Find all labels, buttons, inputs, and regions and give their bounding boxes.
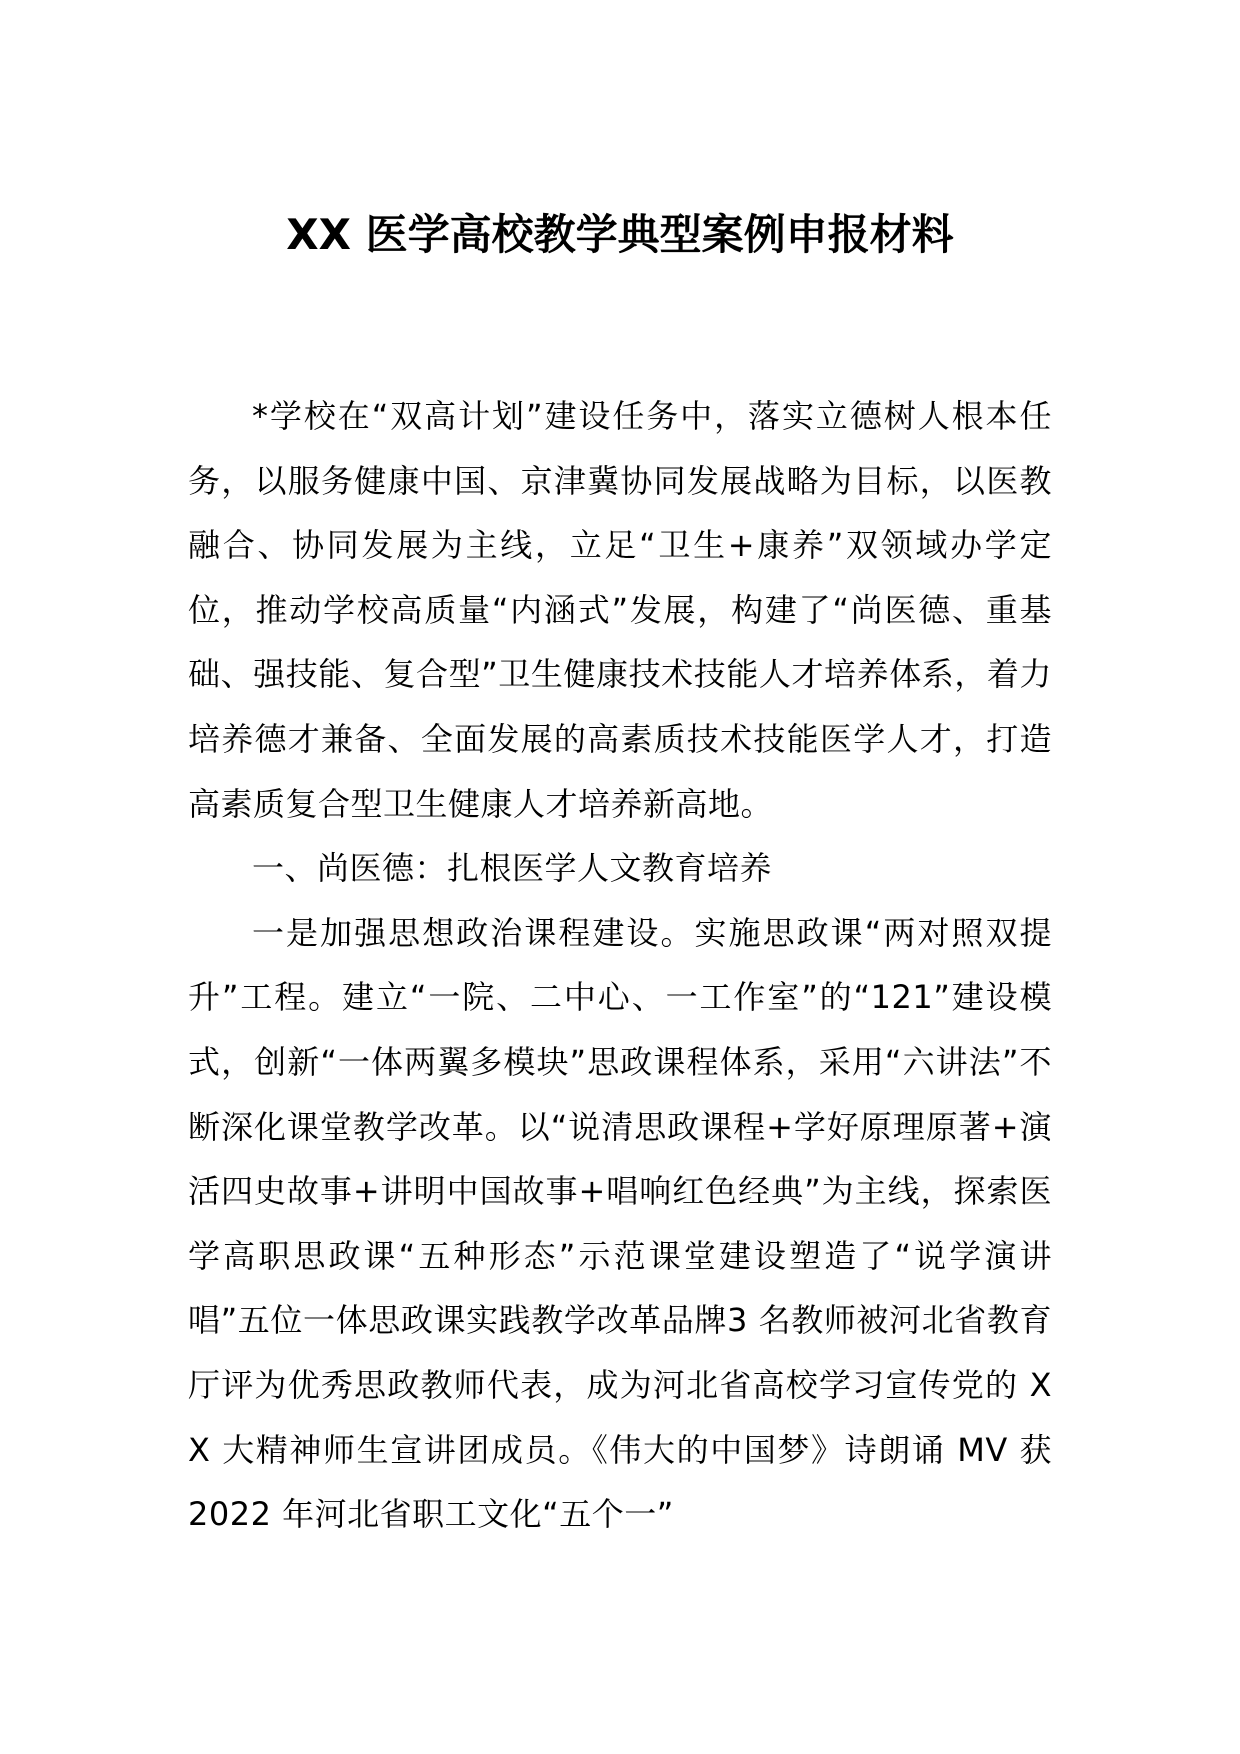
document-title: XX 医学高校教学典型案例申报材料 (286, 210, 954, 259)
document-body (188, 384, 1052, 1547)
section-heading: 一、尚医德：扎根医学人文教育培养 (252, 849, 773, 888)
section-paragraph: 一是加强思想政治课程建设。实施思政课“两对照双提升”工程。建立“一院、二中心、一工作室”的“121”建设模式，创新“一体两翼多模块”思政课程体系，采用“六讲法”不断深化课堂教学改革。以“说清思政课程+学好原理原著+演活四史故事+讲明中国故事+唱响红色经典”为主线，探索医学高职思政课“五种形态”示范课堂建设塑造了“说学演讲唱”五位一体思政课实践教学改革品牌3 名教师被河北省教育厅评为优秀思政教师代表，成为河北省高校学习宣传党的 XX 大精神师生宣讲团成员。《伟大的中国梦》诗朗诵 MV 获 2022 年河北省职工文化“五个一” (188, 913, 1052, 1534)
intro-paragraph: *学校在“双高计划”建设任务中，落实立德树人根本任务，以服务健康中国、京津冀协同发展战略为目标，以医教融合、协同发展为主线，立足“卫生+康养”双领域办学定位，推动学校高质量“内涵式”发展，构建了“尚医德、重基础、强技能、复合型”卫生健康技术技能人才培养体系，着力培养德才兼备、全面发展的高素质技术技能医学人才，打造高素质复合型卫生健康人才培养新高地。 (188, 397, 1052, 823)
